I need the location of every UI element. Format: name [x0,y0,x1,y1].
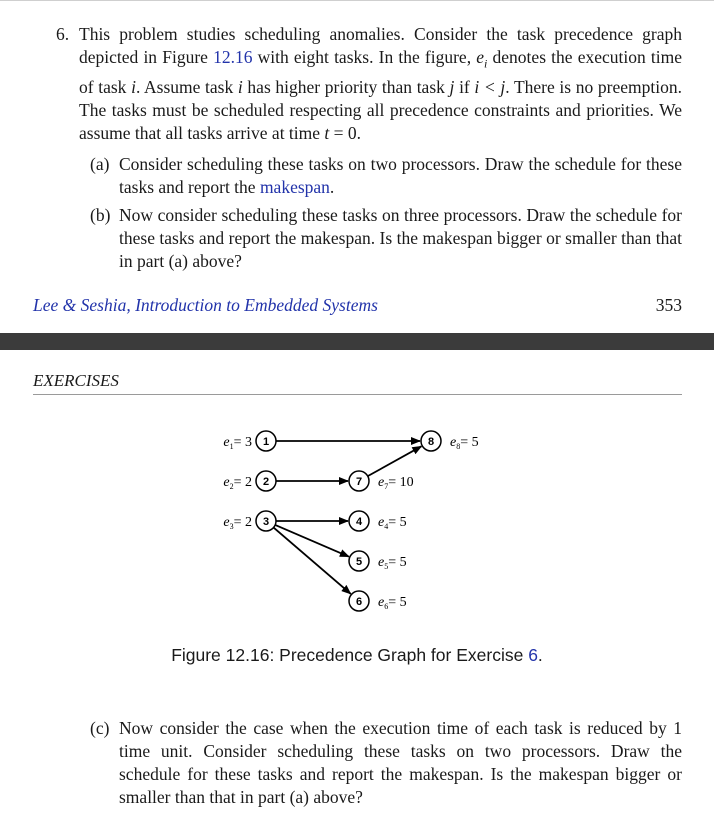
makespan-link[interactable]: makespan [259,177,330,197]
exec-time-label-1: $e_1= 3$ [223,435,252,451]
task-node-label-7: 7 [355,476,363,488]
task-node-label-3: 3 [262,516,270,528]
task-node-label-8: 8 [427,436,435,448]
problem-number: 6. [56,24,70,44]
task-node-label-2: 2 [262,476,270,488]
exec-time-label-6: $e_6= 5$ [378,595,407,611]
exec-time-label-8: $e_8= 5$ [450,435,479,451]
part-c-text: Now consider the case when the execution time of each task is reduced by 1 time unit. Consider scheduling these tasks on two processors. Draw the schedule for these tasks and report the makespan. Is the makespan bigger or smaller than that in part (a) above? [119,718,682,807]
part-a-text: Consider scheduling these tasks on two processors. Draw the schedule for these tasks and report the makespan. [119,154,682,197]
exec-time-label-3: $e_3= 2$ [223,515,252,531]
exercise-link[interactable]: 6 [528,645,538,665]
exec-time-label-2: $e_2= 2$ [223,475,252,491]
task-node-label-6: 6 [355,596,363,608]
part-b-label: (b) [90,205,111,225]
section-title: EXERCISES [33,371,119,390]
part-a-label: (a) [90,154,110,174]
part-c-label: (c) [90,718,110,738]
figure-link[interactable]: 12.16 [213,47,253,67]
task-node-label-1: 1 [262,436,270,448]
footer-book-title[interactable]: Lee & Seshia, Introduction to Embedded Systems [33,295,378,315]
problem-statement: This problem studies scheduling anomalies. Consider the task precedence graph depicted in Figure 12.16 with eight tasks. In the figure, $e_i$ denotes the execution time of task i. Assume task i has higher priority than task j if i < j. There is no preemption. The tasks must be scheduled respecting all precedence constraints and priorities. We assume that all tasks arrive at time t = 0. [79,24,683,143]
edge-7-8 [368,446,422,476]
footer-page-number: 353 [655,295,682,315]
exec-time-label-4: $e_4= 5$ [378,515,407,531]
exec-time-label-5: $e_5= 5$ [378,555,407,571]
figure-caption: Figure 12.16: Precedence Graph for Exercise 6. [171,645,543,665]
edge-3-6 [274,528,351,594]
edge-3-5 [275,525,349,557]
part-b-text: Now consider scheduling these tasks on three processors. Draw the schedule for these tasks and report the makespan. Is the makespan bigger or smaller than that in part (a) above? [119,205,682,271]
task-node-label-4: 4 [355,516,363,528]
task-node-label-5: 5 [355,556,363,568]
exec-time-label-7: $e_7= 10$ [378,475,414,491]
